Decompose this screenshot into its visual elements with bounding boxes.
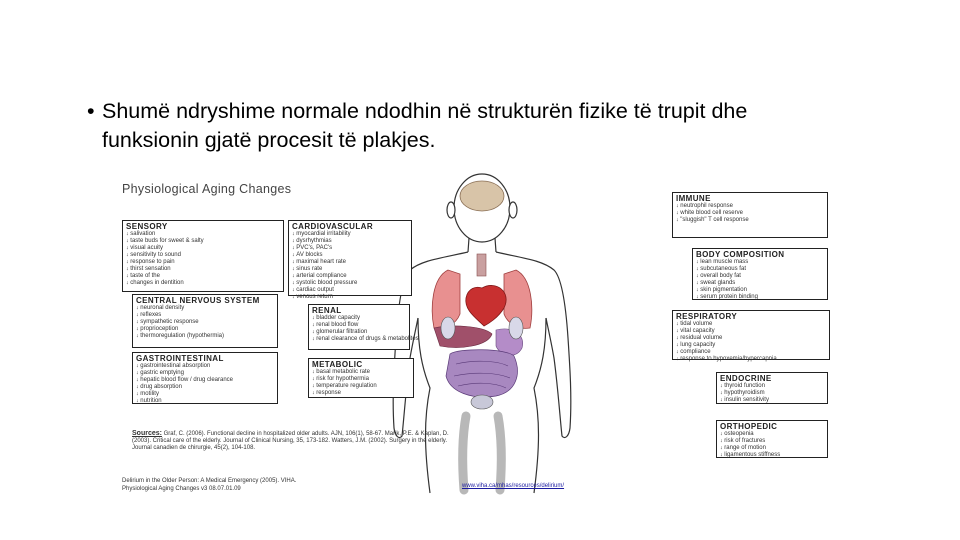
metabolic-item: ↓ response [312, 390, 410, 397]
endocrine-title: ENDOCRINE [720, 374, 772, 383]
endocrine-item: ↓ insulin sensitivity [720, 397, 824, 404]
orthopedic-item: ↓ range of motion [720, 445, 824, 452]
orthopedic-title: ORTHOPEDIC [720, 422, 778, 431]
gastrointestinal-box [132, 352, 278, 404]
immune-item: ↓ "sluggish" T cell response [676, 217, 824, 224]
immune-item: ↓ white blood cell reserve [676, 210, 824, 217]
sensory-item: ↓ thirst sensation [126, 266, 280, 273]
cns-item: ↓ thermoregulation (hypothermia) [136, 333, 274, 340]
body-composition-item: ↓ overall body fat [696, 273, 824, 280]
body-composition-item: ↓ sweat glands [696, 280, 824, 287]
sources-text: Graf, C. (2006). Functional decline in hospitalized older adults. AJN, 106(1), 58-67. Marik, P.E. & Kaplan, D. (2003). Critical care of the elderly. Journal of Clinical Nursing, 35, 173-182. Watters, J.M. (2002). Surgery in the elderly. Journal canadien de chirurgie, 45(2), 104-108. [132, 431, 449, 451]
respiratory-item: ↓ compliance [676, 349, 826, 356]
cns-item: ↓ neuronal density [136, 305, 274, 312]
body-composition-item: ↓ skin pigmentation [696, 287, 824, 294]
renal-item: ↓ renal clearance of drugs & metabolites [312, 336, 406, 343]
bullet-point [87, 97, 927, 155]
gastrointestinal-item: ↓ hepatic blood flow / drug clearance [136, 377, 274, 384]
sources-block [132, 430, 450, 452]
respiratory-item: ↓ residual volume [676, 335, 826, 342]
orthopedic-item: ↓ risk of fractures [720, 438, 824, 445]
orthopedic-item: ↓ ligamentous stiffness [720, 452, 824, 459]
orthopedic-box [716, 420, 828, 458]
sensory-title: SENSORY [126, 222, 168, 231]
renal-item: ↓ glomerular filtration [312, 329, 406, 336]
orthopedic-item: ↓ osteopenia [720, 431, 824, 438]
metabolic-box [308, 358, 414, 398]
immune-box [672, 192, 828, 238]
cns-item: ↓ reflexes [136, 312, 274, 319]
aging-changes-figure [112, 178, 832, 493]
bullet-text-line2: funksionin gjatë procesit të plakjes. [102, 128, 436, 152]
gastrointestinal-item: ↓ motility [136, 391, 274, 398]
resource-link[interactable]: www.viha.ca/mhas/resources/delirium/ [462, 483, 565, 489]
sources-label: Sources: [132, 430, 162, 437]
cardiovascular-item: ↓ arterial compliance [292, 273, 408, 280]
cardiovascular-item: ↓ myocardial irritability [292, 231, 408, 238]
cardiovascular-item: ↓ venous return [292, 294, 408, 301]
sensory-item: ↓ changes in dentition [126, 280, 280, 287]
cns-item: ↓ proprioception [136, 326, 274, 333]
caption-line1: Delirium in the Older Person: A Medical Emergency (2005). VIHA. [122, 478, 297, 484]
bullet-dot-icon: • [87, 99, 95, 123]
sensory-item: ↓ visual acuity [126, 245, 280, 252]
body-composition-box [692, 248, 828, 300]
endocrine-item: ↓ thyroid function [720, 383, 824, 390]
body-composition-title: BODY COMPOSITION [696, 250, 785, 259]
metabolic-title: METABOLIC [312, 360, 363, 369]
metabolic-item: ↓ risk for hypothermia [312, 376, 410, 383]
gastrointestinal-item: ↓ gastrointestinal absorption [136, 363, 274, 370]
body-composition-item: ↓ subcutaneous fat [696, 266, 824, 273]
metabolic-item: ↓ basal metabolic rate [312, 369, 410, 376]
cardiovascular-item: ↓ sinus rate [292, 266, 408, 273]
cardiovascular-box [288, 220, 412, 300]
cns-box [132, 294, 278, 348]
endocrine-box [716, 372, 828, 404]
respiratory-item: ↓ lung capacity [676, 342, 826, 349]
cardiovascular-item: ↓ maximal heart rate [292, 259, 408, 266]
sensory-item: ↓ response to pain [126, 259, 280, 266]
body-composition-item: ↓ lean muscle mass [696, 259, 824, 266]
cardiovascular-title: CARDIOVASCULAR [292, 222, 374, 231]
respiratory-title: RESPIRATORY [676, 312, 738, 321]
cns-title: CENTRAL NERVOUS SYSTEM [136, 296, 260, 305]
cardiovascular-item: ↓ PVC's, PAC's [292, 245, 408, 252]
respiratory-box [672, 310, 830, 360]
respiratory-item: ↓ tidal volume [676, 321, 826, 328]
respiratory-item: ↓ vital capacity [676, 328, 826, 335]
gastrointestinal-item: ↓ nutrition [136, 398, 274, 405]
cardiovascular-item: ↓ dysrhythmias [292, 238, 408, 245]
renal-item: ↓ renal blood flow [312, 322, 406, 329]
gastrointestinal-title: GASTROINTESTINAL [136, 354, 224, 363]
caption-line2: Physiological Aging Changes v3 08.07.01.09 [122, 486, 241, 492]
sensory-item: ↓ salivation [126, 231, 280, 238]
endocrine-item: ↓ hypothyroidism [720, 390, 824, 397]
renal-title: RENAL [312, 306, 342, 315]
renal-item: ↓ bladder capacity [312, 315, 406, 322]
sensory-item: ↓ taste buds for sweet & salty [126, 238, 280, 245]
renal-box [308, 304, 419, 350]
figure-title: Physiological Aging Changes [122, 182, 292, 196]
metabolic-item: ↓ temperature regulation [312, 383, 410, 390]
gastrointestinal-item: ↓ gastric emptying [136, 370, 274, 377]
respiratory-item: ↓ response to hypoxemia/hypercapnia [676, 356, 826, 363]
cardiovascular-item: ↓ systolic blood pressure [292, 280, 408, 287]
body-composition-item: ↓ serum protein binding [696, 294, 824, 301]
cns-item: ↓ sympathetic response [136, 319, 274, 326]
gastrointestinal-item: ↓ drug absorption [136, 384, 274, 391]
immune-item: ↓ neutrophil response [676, 203, 824, 210]
immune-title: IMMUNE [676, 194, 711, 203]
sensory-box [122, 220, 284, 292]
sensory-item: ↓ taste of the [126, 273, 280, 280]
cardiovascular-item: ↓ cardiac output [292, 287, 408, 294]
sensory-item: ↓ sensitivity to sound [126, 252, 280, 259]
bullet-text-line1: Shumë ndryshime normale ndodhin në strukturën fizike të trupit dhe [102, 99, 748, 123]
cardiovascular-item: ↓ AV blocks [292, 252, 408, 259]
